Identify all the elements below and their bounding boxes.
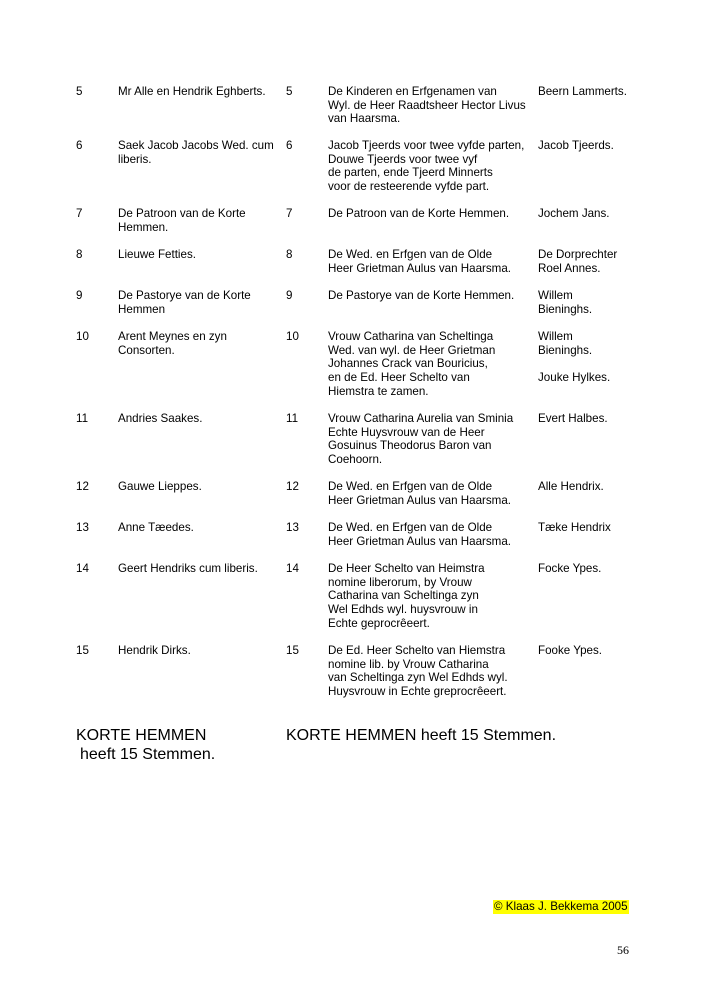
owner-text: De Pastorye van de Korte Hemmen. (328, 289, 515, 302)
tenant-name: Jacob Tjeerds. (538, 139, 614, 152)
row-number-owner: 13 (286, 521, 299, 534)
owner-text: Vrouw Catharina Aurelia van Sminia Echte Huysvrouw van de Heer Gosuinus Theodorus Baron van Coehoorn. (328, 412, 514, 467)
owner-text: De Kinderen en Erfgenamen van Wyl. de Heer Raadtsheer Hector Livus van Haarsma. (328, 85, 526, 126)
tenant-name: Willem Bieninghs. (538, 289, 593, 316)
row-number: 6 (76, 139, 83, 152)
row-number-owner: 8 (286, 248, 293, 261)
occupant-name: Hendrik Dirks. (118, 644, 191, 657)
owner-text: De Heer Schelto van Heimstra nomine liberorum, by Vrouw Catharina van Scheltinga zyn Wel Edhds wyl. huysvrouw in Echte geprocrêeert. (328, 562, 485, 630)
occupant-name: Arent Meynes en zyn Consorten. (118, 330, 227, 357)
row-number-owner: 14 (286, 562, 299, 575)
owner-text: De Wed. en Erfgen van de Olde Heer Grietman Aulus van Haarsma. (328, 521, 511, 548)
row-number-owner: 12 (286, 480, 299, 493)
row-number-owner: 7 (286, 207, 293, 220)
summary-left: KORTE HEMMEN heeft 15 Stemmen. (76, 727, 216, 763)
row-number: 7 (76, 207, 83, 220)
row-number-owner: 9 (286, 289, 293, 302)
row-number-owner: 5 (286, 85, 293, 98)
row-number: 5 (76, 85, 83, 98)
owner-text: Vrouw Catharina van Scheltinga Wed. van wyl. de Heer Grietman Johannes Crack van Bouricius, en de Ed. Heer Schelto van Hiemstra te zamen. (328, 330, 496, 398)
occupant-name: Gauwe Lieppes. (118, 480, 202, 493)
row-number: 9 (76, 289, 83, 302)
copyright-notice: © Klaas J. Bekkema 2005 (494, 900, 628, 913)
tenant-name: Evert Halbes. (538, 412, 608, 425)
row-number: 8 (76, 248, 83, 261)
page-number: 56 (617, 943, 629, 957)
occupant-name: De Patroon van de Korte Hemmen. (118, 207, 246, 234)
row-number: 12 (76, 480, 89, 493)
owner-text: De Wed. en Erfgen van de Olde Heer Grietman Aulus van Haarsma. (328, 480, 511, 507)
summary-right: KORTE HEMMEN heeft 15 Stemmen. (286, 727, 557, 744)
tenant-name: Focke Ypes. (538, 562, 602, 575)
occupant-name: De Pastorye van de Korte Hemmen (118, 289, 251, 316)
row-number-owner: 10 (286, 330, 299, 343)
occupant-name: Lieuwe Fetties. (118, 248, 196, 261)
row-number: 15 (76, 644, 89, 657)
owner-text: De Ed. Heer Schelto van Hiemstra nomine lib. by Vrouw Catharina van Scheltinga zyn Wel Edhds wyl. Huysvrouw in Echte greprocrêeert. (328, 644, 508, 699)
tenant-name: Alle Hendrix. (538, 480, 604, 493)
tenant-name: Jochem Jans. (538, 207, 610, 220)
owner-text: De Wed. en Erfgen van de Olde Heer Grietman Aulus van Haarsma. (328, 248, 511, 275)
tenant-name: Willem Bieninghs. Jouke Hylkes. (538, 330, 611, 385)
occupant-name: Andries Saakes. (118, 412, 203, 425)
row-number: 14 (76, 562, 89, 575)
occupant-name: Mr Alle en Hendrik Eghberts. (118, 85, 266, 98)
tenant-name: Beern Lammerts. (538, 85, 627, 98)
tenant-name: Fooke Ypes. (538, 644, 603, 657)
row-number: 13 (76, 521, 89, 534)
occupant-name: Geert Hendriks cum liberis. (118, 562, 258, 575)
owner-text: Jacob Tjeerds voor twee vyfde parten, Douwe Tjeerds voor twee vyf de parten, ende Tjeerd Minnerts voor de resteerende vyfde part. (328, 139, 525, 194)
owner-text: De Patroon van de Korte Hemmen. (328, 207, 510, 220)
tenant-name: Tæke Hendrix (538, 521, 611, 534)
row-number: 11 (76, 412, 89, 425)
row-number-owner: 11 (286, 412, 299, 425)
occupant-name: Anne Tæedes. (118, 521, 194, 534)
tenant-name: De Dorprechter Roel Annes. (538, 248, 618, 275)
row-number: 10 (76, 330, 89, 343)
occupant-name: Saek Jacob Jacobs Wed. cum liberis. (118, 139, 274, 166)
row-number-owner: 15 (286, 644, 299, 657)
row-number-owner: 6 (286, 139, 293, 152)
